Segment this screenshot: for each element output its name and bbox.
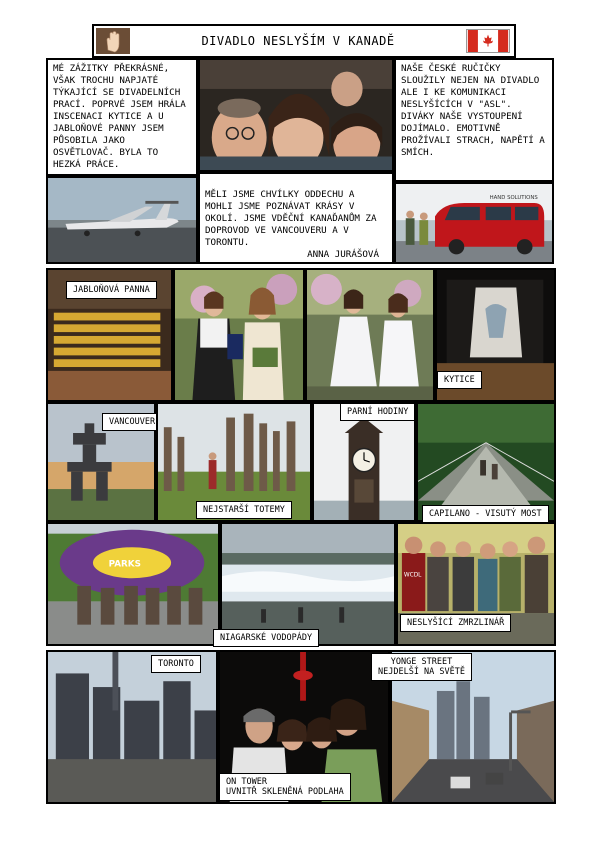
actresses-puppet-photo — [173, 268, 305, 402]
airplane-photo — [46, 176, 198, 264]
label-toronto: TORONTO — [151, 655, 201, 673]
label-cn-tower: ON TOWER UVNITŘ SKLENĚNÁ PODLAHA — [219, 773, 351, 801]
label-niagara: NIAGARSKÉ VODOPÁDY — [213, 629, 319, 647]
signature: ANNA JURÁŠOVÁ — [307, 249, 379, 260]
shirt-text: WCDL — [403, 572, 422, 579]
hands-text-box: NAŠE ČESKÉ RUČIČKY SLOUŽILY NEJEN NA DIVADLO ALE I KE KOMUNIKACI NESLYŠÍCÍCH V "ASL". DIVÁKY NAŠE VYSTOUPENÍ DOJÍMALO. EMOTIVNĚ PROŽÍVALI STRACH, NAPĚTÍ A SMÍCH. — [394, 58, 554, 182]
intro-text-box: MÉ ZÁŽITKY PŘEKRÁSNÉ, VŠAK TROCHU NAPJATÉ TÝKAJÍCÍ SE DIVADELNÍCH PRACÍ. POPRVÉ JSEM HRÁLA INSCENACI KYTICE A U JABLOŇOVÉ PANNY JSEM PŮSOBILA JAKO OSVĚTLOVAČ. BYLA TO HEZKÁ PRÁCE. — [46, 58, 198, 176]
label-zmrzlinar: NESLYŠÍCÍ ZMRZLINÁŘ — [400, 614, 511, 632]
red-van-photo — [394, 182, 554, 264]
title-bar — [92, 24, 516, 58]
van-sign-text: HAND SOLUTIONS — [489, 195, 538, 202]
label-parni-hodiny: PARNÍ HODINY — [340, 403, 415, 421]
white-dresses-photo — [305, 268, 435, 402]
flower-clock-photo — [46, 522, 220, 646]
capilano-bridge-photo — [416, 402, 556, 522]
selfie-photo — [198, 58, 394, 172]
thanks-text: MĚLI JSME CHVÍLKY ODDECHU A MOHLI JSME POZNÁVAT KRÁSY V OKOLÍ. JSME VDĚČNÍ KANAĎANŮM ZA DOPROVOD VE VANCOUVERU A V TORONTU. — [205, 189, 377, 248]
flowers-sign-text: PARKS — [108, 559, 141, 570]
thanks-text-box — [198, 172, 394, 264]
label-totemy: NEJSTARŠÍ TOTEMY — [196, 501, 292, 519]
label-capilano: CAPILANO - VISUTÝ MOST — [422, 505, 549, 523]
label-kytice: KYTICE — [437, 371, 482, 389]
toronto-skyline-photo — [46, 650, 218, 804]
label-yonge: YONGE STREET NEJDELŠÍ NA SVĚTĚ — [371, 653, 472, 681]
canada-flag-icon — [466, 29, 510, 53]
hand-icon — [96, 28, 130, 54]
niagara-photo — [220, 522, 396, 646]
page-title: DIVADLO NESLYŠÍM V KANADĚ — [201, 34, 395, 48]
label-jablonova-panna: JABLOŇOVÁ PANNA — [66, 281, 157, 299]
label-vancouver: VANCOUVER — [102, 413, 162, 431]
